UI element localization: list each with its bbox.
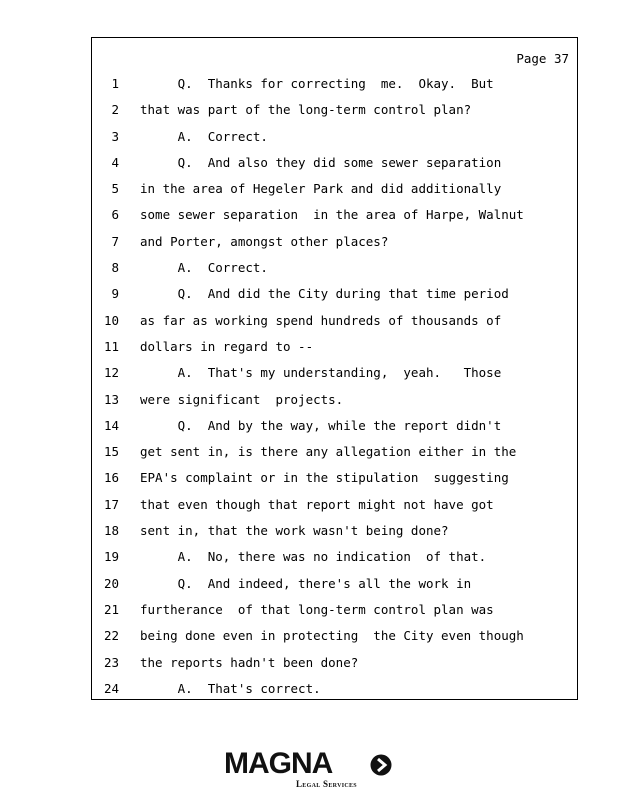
line-text: and Porter, amongst other places? (140, 233, 389, 249)
line-text: being done even in protecting the City even though (140, 628, 524, 644)
line-number: 15 (103, 444, 119, 460)
line-number: 13 (103, 391, 119, 407)
transcript-line (92, 518, 577, 544)
magna-logo (224, 748, 394, 792)
transcript-line (92, 465, 577, 491)
logo-tagline: Legal Services (296, 779, 357, 789)
line-text: Q. Thanks for correcting me. Okay. But (140, 76, 494, 91)
line-text: Q. And did the City during that time period (140, 286, 509, 302)
transcript-line (92, 360, 577, 386)
transcript-line (92, 623, 577, 649)
line-number: 22 (103, 628, 119, 644)
transcript-line (92, 281, 577, 307)
line-text: dollars in regard to -- (140, 338, 314, 354)
transcript-line (92, 650, 577, 676)
transcript-line (92, 124, 577, 150)
line-text: the reports hadn't been done? (140, 654, 359, 670)
line-text: Q. And by the way, while the report didn't (140, 417, 502, 433)
line-number: 6 (111, 207, 119, 223)
line-text: EPA's complaint or in the stipulation suggesting (140, 470, 509, 486)
line-text: Q. And also they did some sewer separation (140, 154, 502, 170)
transcript-line (92, 387, 577, 413)
line-text: A. Correct. (140, 128, 268, 144)
line-number: 2 (111, 102, 119, 118)
transcript-line (92, 202, 577, 228)
line-text: some sewer separation in the area of Harpe, Walnut (140, 207, 524, 223)
line-text: that was part of the long-term control plan? (140, 102, 472, 118)
line-text: Q. And indeed, there's all the work in (140, 575, 472, 591)
line-number: 17 (103, 496, 119, 512)
line-number: 9 (111, 286, 119, 302)
transcript-line (92, 255, 577, 281)
line-text: A. No, there was no indication of that. (140, 549, 487, 565)
line-text: that even though that report might not have got (140, 496, 494, 512)
transcript-line (92, 544, 577, 570)
line-number: 3 (111, 128, 119, 144)
line-text: were significant projects. (140, 391, 344, 407)
line-number: 8 (111, 260, 119, 276)
line-number: 1 (111, 76, 119, 91)
line-number: 7 (111, 233, 119, 249)
transcript-line (92, 571, 577, 597)
line-text: A. That's my understanding, yeah. Those (140, 365, 502, 381)
line-number: 12 (103, 365, 119, 381)
transcript-line (92, 413, 577, 439)
transcript-line (92, 71, 577, 97)
transcript-line (92, 176, 577, 202)
line-text: as far as working spend hundreds of thousands of (140, 312, 502, 328)
transcript-line (92, 597, 577, 623)
line-number: 14 (103, 417, 119, 433)
line-number: 23 (103, 654, 119, 670)
line-number: 10 (103, 312, 119, 328)
chevron-circle-icon (370, 754, 392, 776)
line-number: 18 (103, 523, 119, 539)
transcript-line (92, 229, 577, 255)
transcript-page (91, 37, 578, 700)
transcript-line (92, 439, 577, 465)
line-number: 11 (103, 338, 119, 354)
line-number: 19 (103, 549, 119, 565)
line-number: 24 (103, 680, 119, 696)
line-text: get sent in, is there any allegation either in the (140, 444, 517, 460)
logo-wordmark: MAGNA (224, 747, 333, 780)
transcript-lines (92, 71, 577, 702)
line-number: 21 (103, 601, 119, 617)
line-text: furtherance of that long-term control plan was (140, 601, 494, 617)
line-text: in the area of Hegeler Park and did additionally (140, 181, 502, 197)
line-text: sent in, that the work wasn't being done? (140, 523, 449, 539)
transcript-line (92, 308, 577, 334)
line-text: A. That's correct. (140, 680, 321, 696)
transcript-line (92, 150, 577, 176)
line-number: 5 (111, 181, 119, 197)
line-number: 20 (103, 575, 119, 591)
page-number: Page 37 (516, 51, 569, 66)
line-number: 16 (103, 470, 119, 486)
line-text: A. Correct. (140, 260, 268, 276)
line-number: 4 (111, 154, 119, 170)
transcript-line (92, 492, 577, 518)
transcript-line (92, 334, 577, 360)
transcript-line (92, 676, 577, 702)
transcript-line (92, 97, 577, 123)
